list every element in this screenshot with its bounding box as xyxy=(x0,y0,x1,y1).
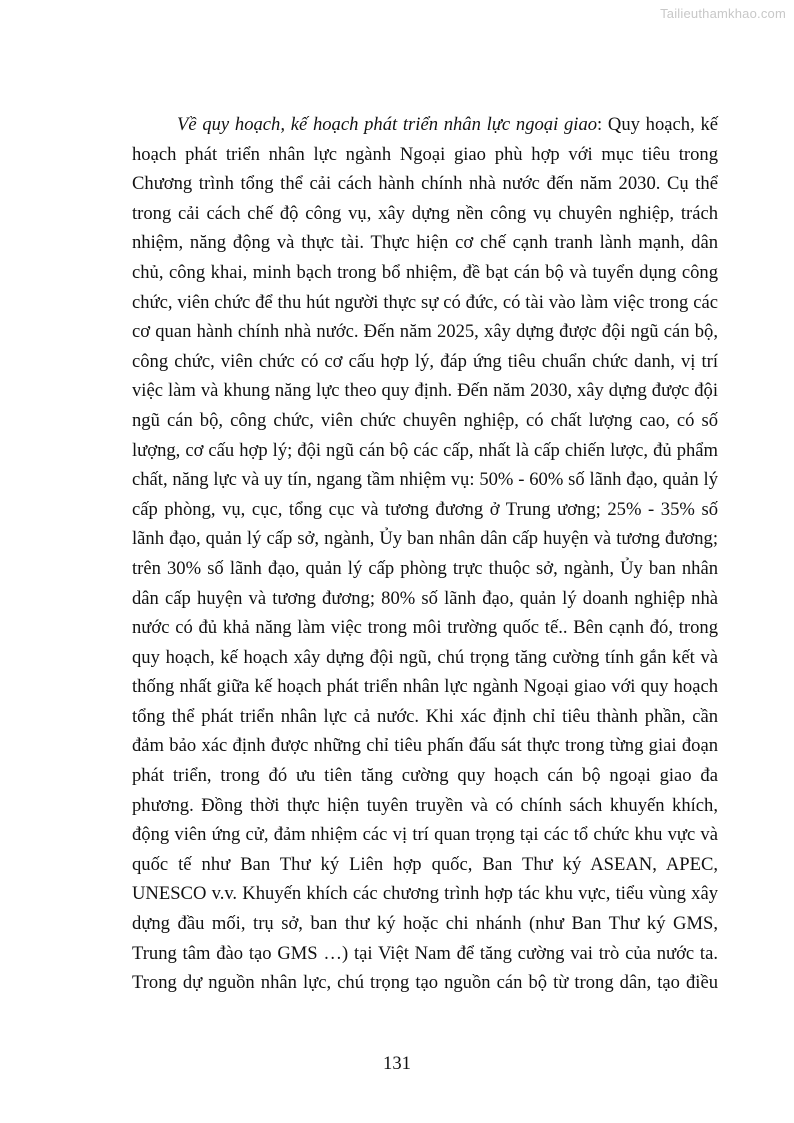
paragraph-line: động viên ứng cử, đảm nhiệm các vị trí quan trọng tại các tổ chức khu vực và xyxy=(132,824,718,846)
paragraph-line: nước có đủ khả năng làm việc trong môi trường quốc tế.. Bên cạnh đó, trong xyxy=(132,617,718,639)
paragraph-line: trong cải cách chế độ công vụ, xây dựng nền công vụ chuyên nghiệp, trách xyxy=(132,202,718,224)
paragraph-line: quy hoạch, kế hoạch xây dựng đội ngũ, chú trọng tăng cường tính gắn kết và xyxy=(132,646,718,668)
paragraph-line: chức, viên chức để thu hút người thực sự có đức, có tài vào làm việc trong các xyxy=(132,291,718,313)
paragraph-first-line xyxy=(132,110,718,140)
paragraph-line: việc làm và khung năng lực theo quy định. Đến năm 2030, xây dựng được đội xyxy=(132,380,718,402)
paragraph-line: ngũ cán bộ, công chức, viên chức chuyên nghiệp, có chất lượng cao, có số xyxy=(132,409,718,431)
paragraph-line: hoạch phát triển nhân lực ngành Ngoại giao phù hợp với mục tiêu trong xyxy=(132,143,718,165)
paragraph-line: lượng, cơ cấu hợp lý; đội ngũ cán bộ các cấp, nhất là cấp chiến lược, đủ phẩm xyxy=(132,439,718,461)
paragraph-line: UNESCO v.v. Khuyến khích các chương trình hợp tác khu vực, tiểu vùng xây xyxy=(132,883,718,905)
paragraph-line: dân cấp huyện và tương đương; 80% số lãnh đạo, quản lý doanh nghiệp nhà xyxy=(132,587,718,609)
paragraph-line: dựng đầu mối, trụ sở, ban thư ký hoặc chi nhánh (như Ban Thư ký GMS, xyxy=(132,913,718,935)
paragraph-line: Chương trình tổng thể cải cách hành chính nhà nước đến năm 2030. Cụ thể xyxy=(132,173,718,195)
watermark-text: Tailieuthamkhao.com xyxy=(660,6,786,21)
section-lead-italic: Về quy hoạch, kế hoạch phát triển nhân lực ngoại giao xyxy=(177,114,598,135)
paragraph-line: cấp phòng, vụ, cục, tổng cục và tương đương ở Trung ương; 25% - 35% số xyxy=(132,498,718,520)
paragraph-line: cơ quan hành chính nhà nước. Đến năm 2025, xây dựng được đội ngũ cán bộ, xyxy=(132,321,718,343)
paragraph-line: trên 30% số lãnh đạo, quản lý cấp phòng trực thuộc sở, ngành, Ủy ban nhân xyxy=(132,557,718,579)
paragraph-line: Trong dự nguồn nhân lực, chú trọng tạo nguồn cán bộ từ trong dân, tạo điều xyxy=(132,972,718,994)
first-line-rest: : Quy hoạch, kế xyxy=(597,114,718,135)
page-number: 131 xyxy=(383,1053,411,1074)
paragraph-line: phương. Đồng thời thực hiện tuyên truyền và có chính sách khuyến khích, xyxy=(132,794,718,816)
paragraph-line: phát triển, trong đó ưu tiên tăng cường quy hoạch cán bộ ngoại giao đa xyxy=(132,765,718,787)
paragraph-line: thống nhất giữa kế hoạch phát triển nhân lực ngành Ngoại giao với quy hoạch xyxy=(132,676,718,698)
paragraph-line: đảm bảo xác định được những chỉ tiêu phấn đấu sát thực trong từng giai đoạn xyxy=(132,735,718,757)
paragraph-line: công chức, viên chức có cơ cấu hợp lý, đáp ứng tiêu chuẩn chức danh, vị trí xyxy=(132,350,718,372)
paragraph-line: quốc tế như Ban Thư ký Liên hợp quốc, Ban Thư ký ASEAN, APEC, xyxy=(132,853,718,875)
paragraph-line: Trung tâm đào tạo GMS …) tại Việt Nam để tăng cường vai trò của nước ta. xyxy=(132,942,718,964)
paragraph-line: tổng thể phát triển nhân lực cả nước. Khi xác định chỉ tiêu thành phần, cần xyxy=(132,705,718,727)
paragraph-line: lãnh đạo, quản lý cấp sở, ngành, Ủy ban nhân dân cấp huyện và tương đương; xyxy=(132,528,718,550)
paragraph-line: chủ, công khai, minh bạch trong bổ nhiệm, đề bạt cán bộ và tuyển dụng công xyxy=(132,261,718,283)
body-paragraph xyxy=(132,110,718,998)
paragraph-line: chất, năng lực và uy tín, ngang tầm nhiệm vụ: 50% - 60% số lãnh đạo, quản lý xyxy=(132,469,718,491)
paragraph-line: nhiệm, năng động và thực tài. Thực hiện cơ chế cạnh tranh lành mạnh, dân xyxy=(132,232,718,254)
